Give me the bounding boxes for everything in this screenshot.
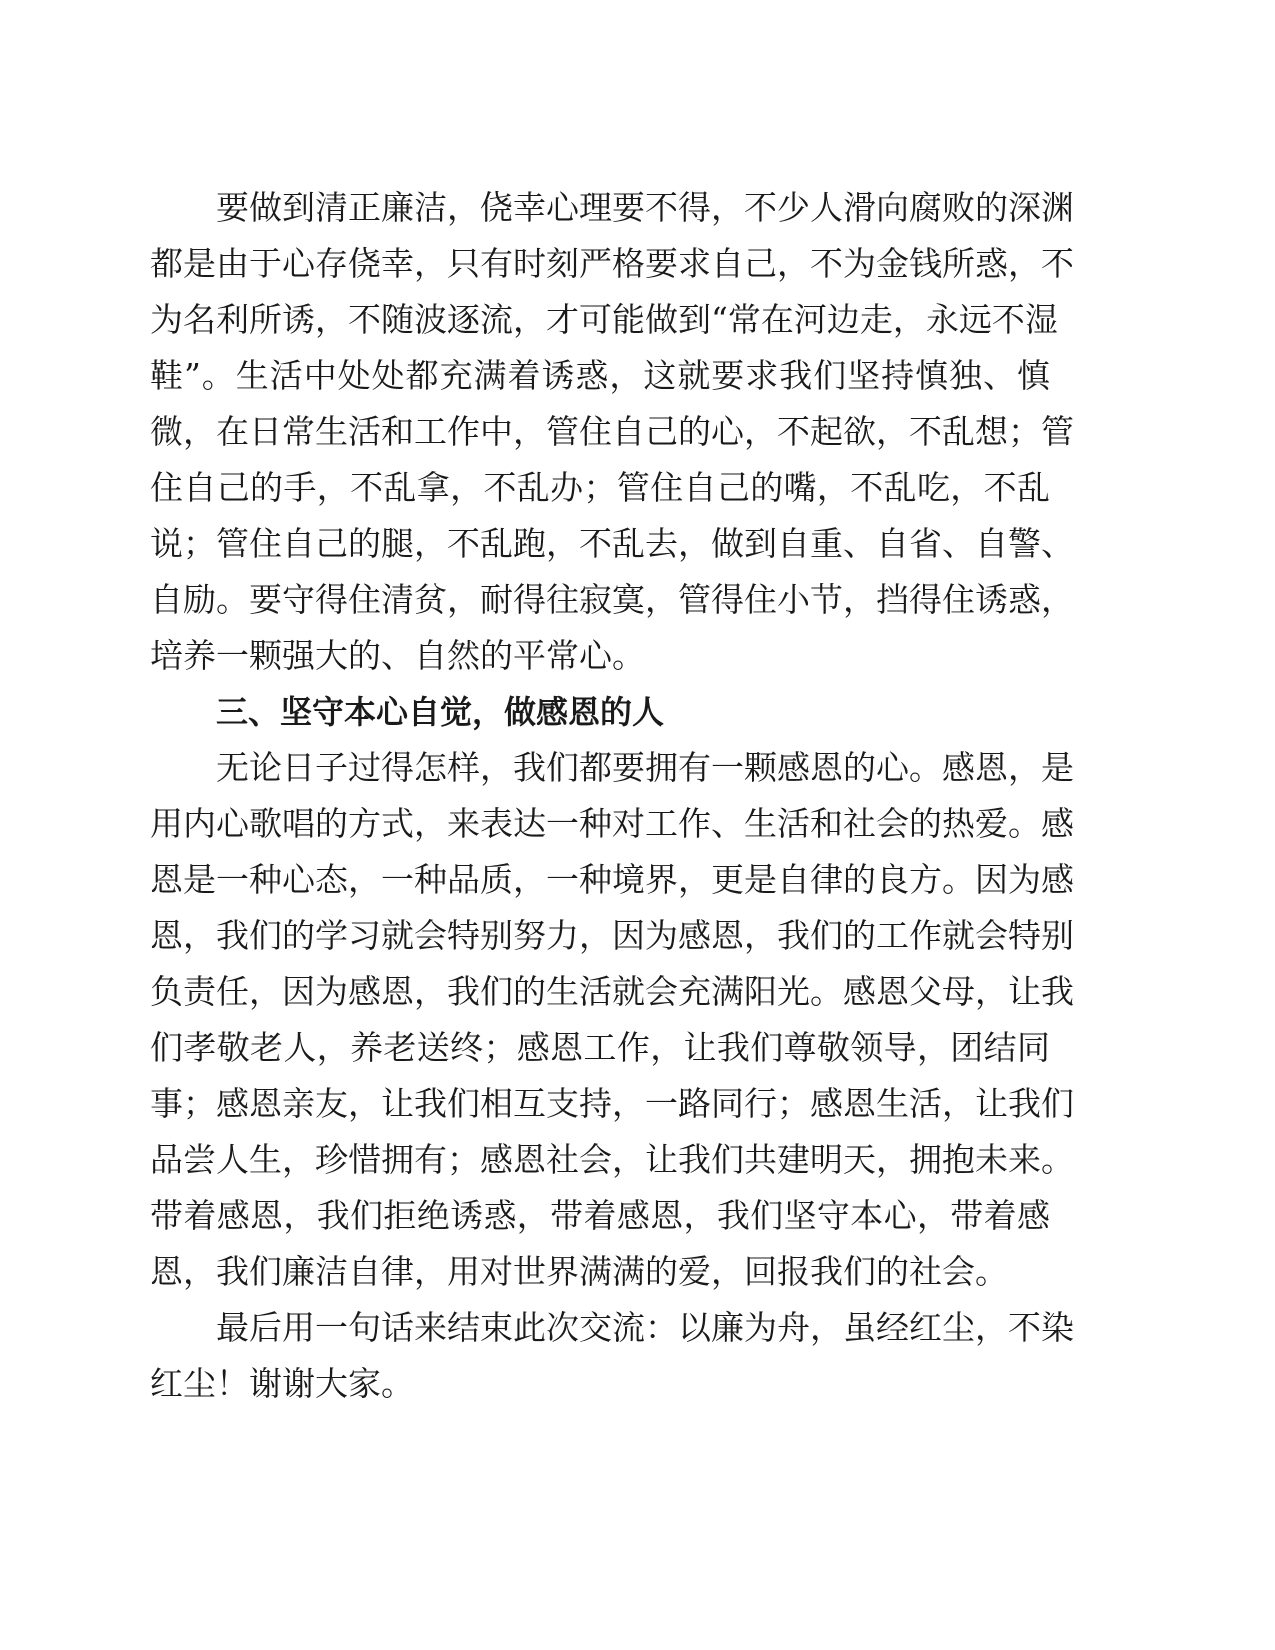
text-line: 带着感恩，我们拒绝诱惑，带着感恩，我们坚守本心，带着感 <box>150 1196 1050 1235</box>
text-line: 住自己的手，不乱拿，不乱办；管住自己的嘴，不乱吃，不乱 <box>150 468 1050 507</box>
text-line: 微，在日常生活和工作中，管住自己的心，不起欲，不乱想；管 <box>150 412 1074 451</box>
paragraph-integrity <box>150 180 1074 684</box>
text-line: 恩，我们廉洁自律，用对世界满满的爱，回报我们的社会。 <box>150 1252 1008 1291</box>
text-line: 品尝人生，珍惜拥有；感恩社会，让我们共建明天，拥抱未来。 <box>150 1140 1074 1179</box>
text-line: 最后用一句话来结束此次交流：以廉为舟，虽经红尘，不染 <box>216 1308 1074 1347</box>
text-line: 事；感恩亲友，让我们相互支持，一路同行；感恩生活，让我们 <box>150 1084 1074 1123</box>
text-line: 恩是一种心态，一种品质，一种境界，更是自律的良方。因为感 <box>150 860 1074 899</box>
text-line: 培养一颗强大的、自然的平常心。 <box>150 636 645 675</box>
text-line: 用内心歌唱的方式，来表达一种对工作、生活和社会的热爱。感 <box>150 804 1074 843</box>
text-line: 为名利所诱，不随波逐流，才可能做到“常在河边走，永远不湿 <box>150 300 1058 339</box>
section-heading-3: 三、坚守本心自觉，做感恩的人 <box>216 693 665 731</box>
text-line: 无论日子过得怎样，我们都要拥有一颗感恩的心。感恩，是 <box>216 748 1074 787</box>
text-line: 恩，我们的学习就会特别努力，因为感恩，我们的工作就会特别 <box>150 916 1074 955</box>
text-line: 说；管住自己的腿，不乱跑，不乱去，做到自重、自省、自警、 <box>150 524 1074 563</box>
text-line: 自励。要守得住清贫，耐得往寂寞，管得住小节，挡得住诱惑， <box>150 580 1074 619</box>
paragraph-closing <box>150 1300 1074 1412</box>
document-body <box>150 180 1074 1412</box>
text-line: 负责任，因为感恩，我们的生活就会充满阳光。感恩父母，让我 <box>150 972 1074 1011</box>
text-line: 鞋”。生活中处处都充满着诱惑，这就要求我们坚持慎独、慎 <box>150 356 1050 395</box>
text-line: 红尘！谢谢大家。 <box>150 1364 414 1403</box>
text-line: 都是由于心存侥幸，只有时刻严格要求自己，不为金钱所惑，不 <box>150 244 1074 283</box>
paragraph-gratitude <box>150 740 1074 1300</box>
text-line: 们孝敬老人，养老送终；感恩工作，让我们尊敬领导，团结同 <box>150 1028 1050 1067</box>
text-line: 要做到清正廉洁，侥幸心理要不得，不少人滑向腐败的深渊 <box>216 188 1074 227</box>
